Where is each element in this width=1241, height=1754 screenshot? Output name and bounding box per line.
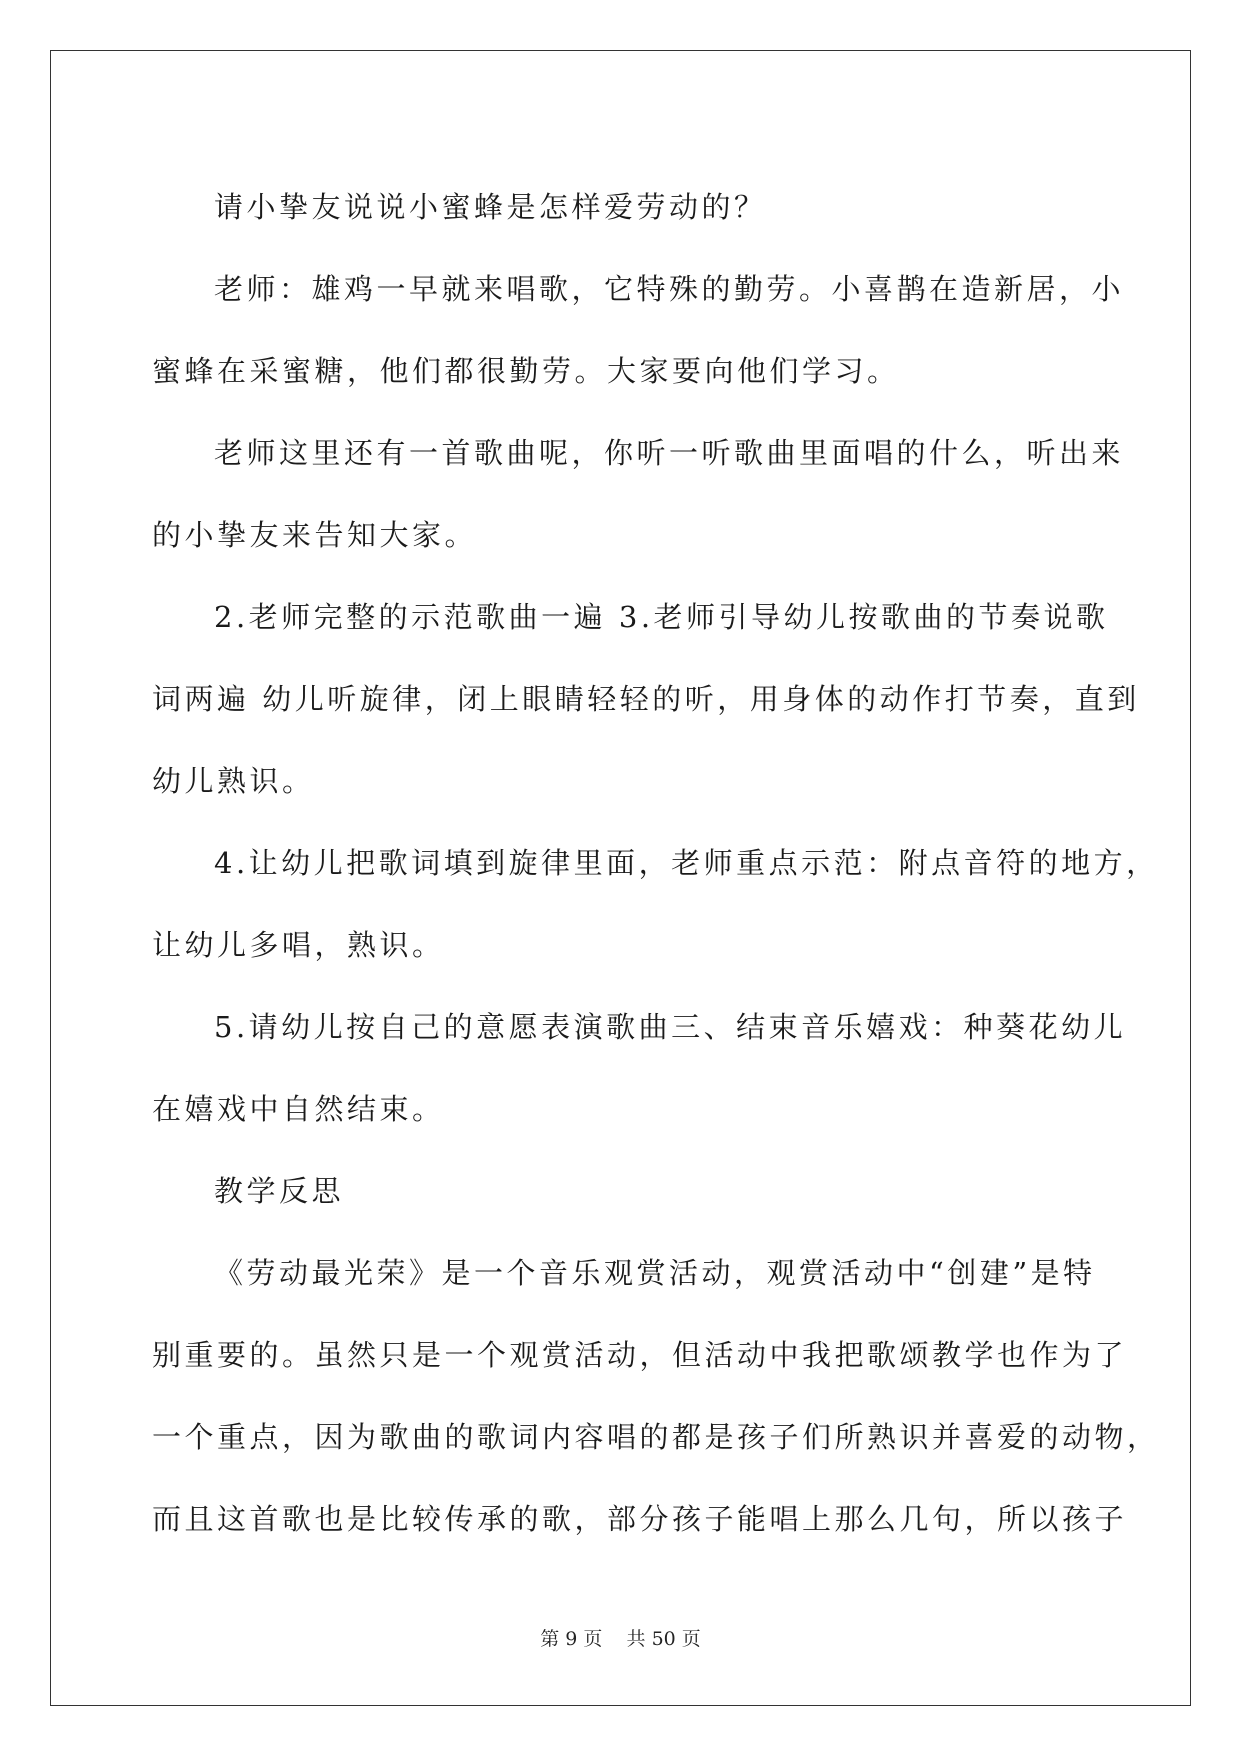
document-body	[152, 166, 1160, 1560]
paragraph	[152, 822, 1159, 986]
paragraph	[152, 986, 1127, 1150]
paragraph	[152, 576, 1140, 822]
text-line: 让幼儿多唱，熟识。	[152, 928, 445, 962]
page-footer	[0, 1626, 1241, 1652]
text-line: 幼儿熟识。	[152, 764, 315, 798]
section-heading	[152, 1150, 1092, 1232]
text-line: 《劳动最光荣》是一个音乐观赏活动，观赏活动中“创建”是特	[214, 1256, 1096, 1290]
text-line: 老师这里还有一首歌曲呢，你听一听歌曲里面唱的什么，听出来	[214, 436, 1125, 470]
text-line: 教学反思	[214, 1174, 345, 1208]
text-line: 词两遍 幼儿听旋律，闭上眼睛轻轻的听，用身体的动作打节奏，直到	[152, 682, 1140, 716]
text-line: 蜜蜂在采蜜糖，他们都很勤劳。大家要向他们学习。	[152, 354, 900, 388]
text-line: 的小挚友来告知大家。	[152, 518, 478, 552]
text-line: 而且这首歌也是比较传承的歌，部分孩子能唱上那么几句，所以孩子	[152, 1502, 1128, 1536]
text-line: 2.老师完整的示范歌曲一遍 3.老师引导幼儿按歌曲的节奏说歌	[214, 600, 1109, 634]
text-line: 4.让幼儿把歌词填到旋律里面，老师重点示范：附点音符的地方，	[214, 846, 1159, 880]
page-number: 第 9 页	[540, 1628, 603, 1650]
text-line: 5.请幼儿按自己的意愿表演歌曲三、结束音乐嬉戏：种葵花幼儿	[214, 1010, 1127, 1044]
paragraph	[152, 1232, 1160, 1560]
paragraph	[152, 166, 1092, 248]
page-total: 共 50 页	[626, 1628, 701, 1650]
text-line: 请小挚友说说小蜜蜂是怎样爱劳动的？	[214, 190, 767, 224]
text-line: 在嬉戏中自然结束。	[152, 1092, 445, 1126]
text-line: 老师：雄鸡一早就来唱歌，它特殊的勤劳。小喜鹊在造新居，小	[214, 272, 1125, 306]
paragraph	[152, 248, 1125, 412]
text-line: 别重要的。虽然只是一个观赏活动，但活动中我把歌颂教学也作为了	[152, 1338, 1128, 1372]
text-line: 一个重点，因为歌曲的歌词内容唱的都是孩子们所熟识并喜爱的动物，	[152, 1420, 1160, 1454]
paragraph	[152, 412, 1125, 576]
